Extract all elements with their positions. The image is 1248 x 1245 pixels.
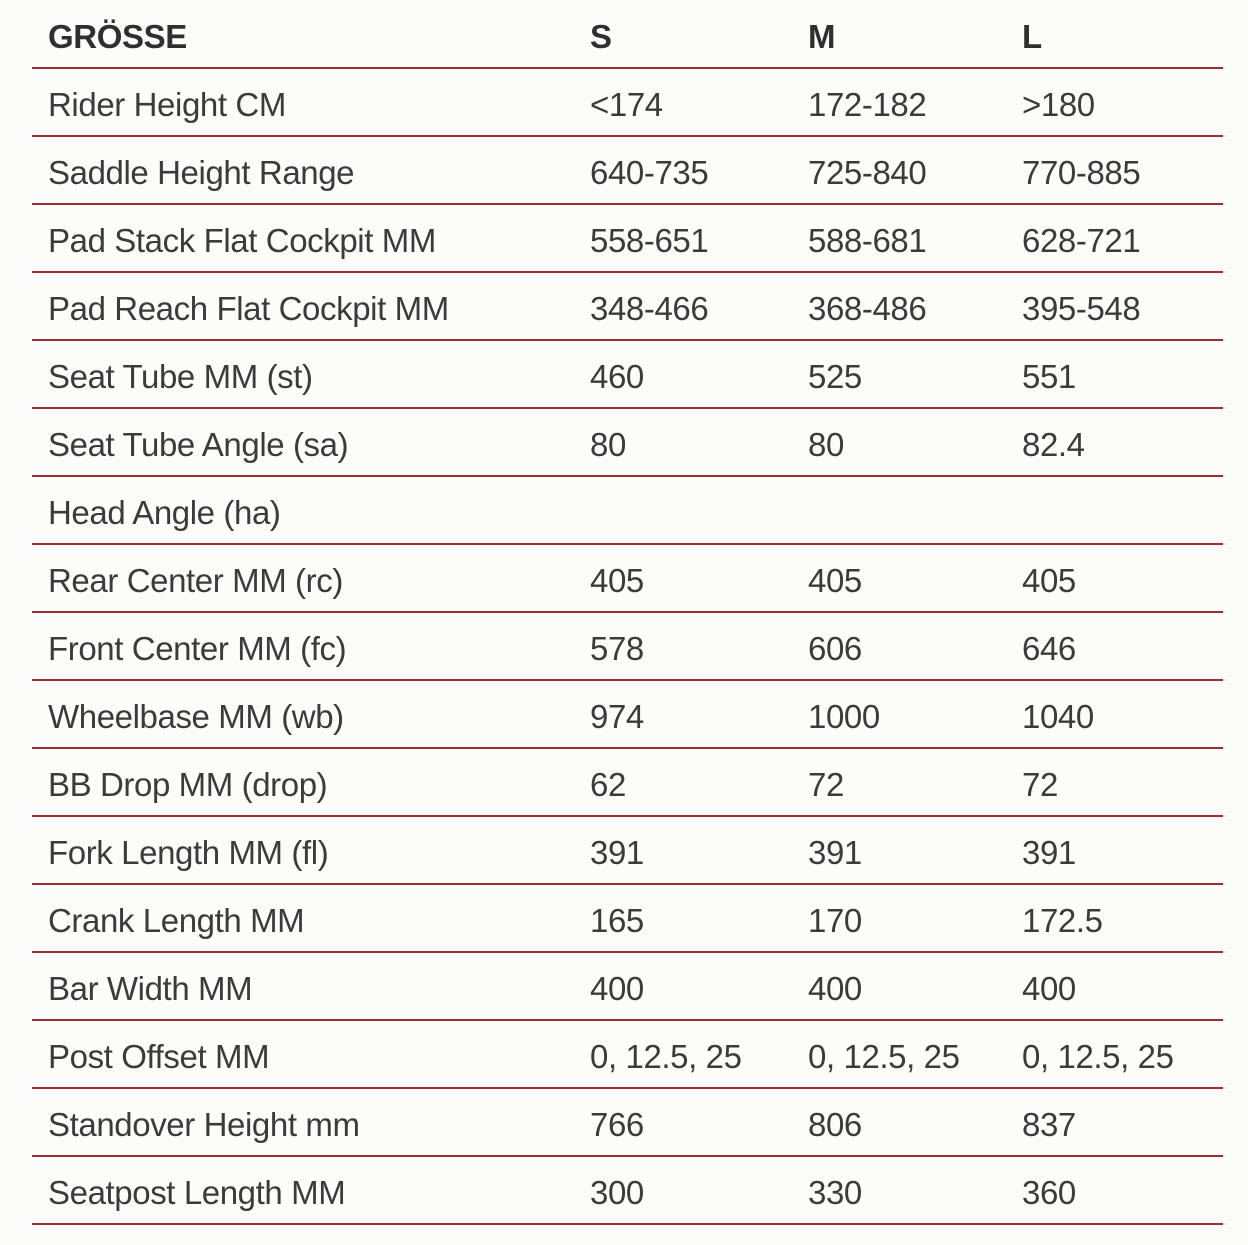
row-label: Front Center MM (fc) xyxy=(32,612,590,680)
header-col-m: M xyxy=(808,0,1022,68)
table-row xyxy=(32,136,1223,204)
row-value: 405 xyxy=(808,544,1022,612)
row-value: 172-182 xyxy=(808,68,1022,136)
row-label: BB Drop MM (drop) xyxy=(32,748,590,816)
row-value: 0, 12.5, 25 xyxy=(1022,1020,1223,1088)
table-row xyxy=(32,272,1223,340)
row-value: 395-548 xyxy=(1022,272,1223,340)
row-value: 330 xyxy=(808,1156,1022,1224)
row-value: 165 xyxy=(590,884,808,952)
row-label: Seat Tube MM (st) xyxy=(32,340,590,408)
row-value: 837 xyxy=(1022,1088,1223,1156)
table-row xyxy=(32,748,1223,816)
row-value: 640-735 xyxy=(590,136,808,204)
table-row xyxy=(32,544,1223,612)
row-label: Post Offset MM xyxy=(32,1020,590,1088)
header-col-l: L xyxy=(1022,0,1223,68)
row-value: 725-840 xyxy=(808,136,1022,204)
row-value: 1000 xyxy=(808,680,1022,748)
row-label: Pad Stack Flat Cockpit MM xyxy=(32,204,590,272)
spec-table-body xyxy=(32,68,1223,1224)
table-row xyxy=(32,68,1223,136)
table-row xyxy=(32,1088,1223,1156)
row-value: 172.5 xyxy=(1022,884,1223,952)
table-row xyxy=(32,680,1223,748)
row-label: Standover Height mm xyxy=(32,1088,590,1156)
table-row xyxy=(32,884,1223,952)
table-row xyxy=(32,1156,1223,1224)
row-value: 628-721 xyxy=(1022,204,1223,272)
row-value: 766 xyxy=(590,1088,808,1156)
table-row xyxy=(32,612,1223,680)
row-value: 1040 xyxy=(1022,680,1223,748)
row-value: 400 xyxy=(590,952,808,1020)
row-value: 806 xyxy=(808,1088,1022,1156)
row-value: >180 xyxy=(1022,68,1223,136)
row-label: Pad Reach Flat Cockpit MM xyxy=(32,272,590,340)
row-value: 400 xyxy=(808,952,1022,1020)
row-value xyxy=(1022,476,1223,544)
header-col-s: S xyxy=(590,0,808,68)
row-value: <174 xyxy=(590,68,808,136)
row-label: Rear Center MM (rc) xyxy=(32,544,590,612)
geometry-spec-table xyxy=(32,0,1223,1225)
row-value: 391 xyxy=(1022,816,1223,884)
table-row xyxy=(32,408,1223,476)
row-value: 646 xyxy=(1022,612,1223,680)
table-row xyxy=(32,1020,1223,1088)
row-value: 368-486 xyxy=(808,272,1022,340)
row-value: 80 xyxy=(590,408,808,476)
table-row xyxy=(32,952,1223,1020)
table-row xyxy=(32,340,1223,408)
row-label: Saddle Height Range xyxy=(32,136,590,204)
table-header xyxy=(32,0,1223,68)
table-row xyxy=(32,816,1223,884)
row-value: 391 xyxy=(590,816,808,884)
row-label: Seat Tube Angle (sa) xyxy=(32,408,590,476)
row-value: 578 xyxy=(590,612,808,680)
row-value: 0, 12.5, 25 xyxy=(590,1020,808,1088)
row-value: 360 xyxy=(1022,1156,1223,1224)
row-value xyxy=(808,476,1022,544)
row-value: 0, 12.5, 25 xyxy=(808,1020,1022,1088)
row-label: Rider Height CM xyxy=(32,68,590,136)
row-label: Fork Length MM (fl) xyxy=(32,816,590,884)
row-value: 62 xyxy=(590,748,808,816)
table-row xyxy=(32,204,1223,272)
row-value: 72 xyxy=(808,748,1022,816)
row-label: Head Angle (ha) xyxy=(32,476,590,544)
header-size-label: GRÖSSE xyxy=(32,0,590,68)
row-value: 606 xyxy=(808,612,1022,680)
row-value: 974 xyxy=(590,680,808,748)
row-value xyxy=(590,476,808,544)
row-value: 405 xyxy=(590,544,808,612)
row-label: Seatpost Length MM xyxy=(32,1156,590,1224)
row-label: Crank Length MM xyxy=(32,884,590,952)
row-value: 400 xyxy=(1022,952,1223,1020)
row-value: 770-885 xyxy=(1022,136,1223,204)
row-value: 391 xyxy=(808,816,1022,884)
row-value: 588-681 xyxy=(808,204,1022,272)
row-value: 82.4 xyxy=(1022,408,1223,476)
row-value: 170 xyxy=(808,884,1022,952)
row-value: 460 xyxy=(590,340,808,408)
row-value: 348-466 xyxy=(590,272,808,340)
table-row xyxy=(32,476,1223,544)
row-label: Bar Width MM xyxy=(32,952,590,1020)
row-value: 525 xyxy=(808,340,1022,408)
row-value: 558-651 xyxy=(590,204,808,272)
header-row xyxy=(32,0,1223,68)
row-value: 405 xyxy=(1022,544,1223,612)
row-value: 72 xyxy=(1022,748,1223,816)
row-label: Wheelbase MM (wb) xyxy=(32,680,590,748)
row-value: 551 xyxy=(1022,340,1223,408)
row-value: 80 xyxy=(808,408,1022,476)
row-value: 300 xyxy=(590,1156,808,1224)
